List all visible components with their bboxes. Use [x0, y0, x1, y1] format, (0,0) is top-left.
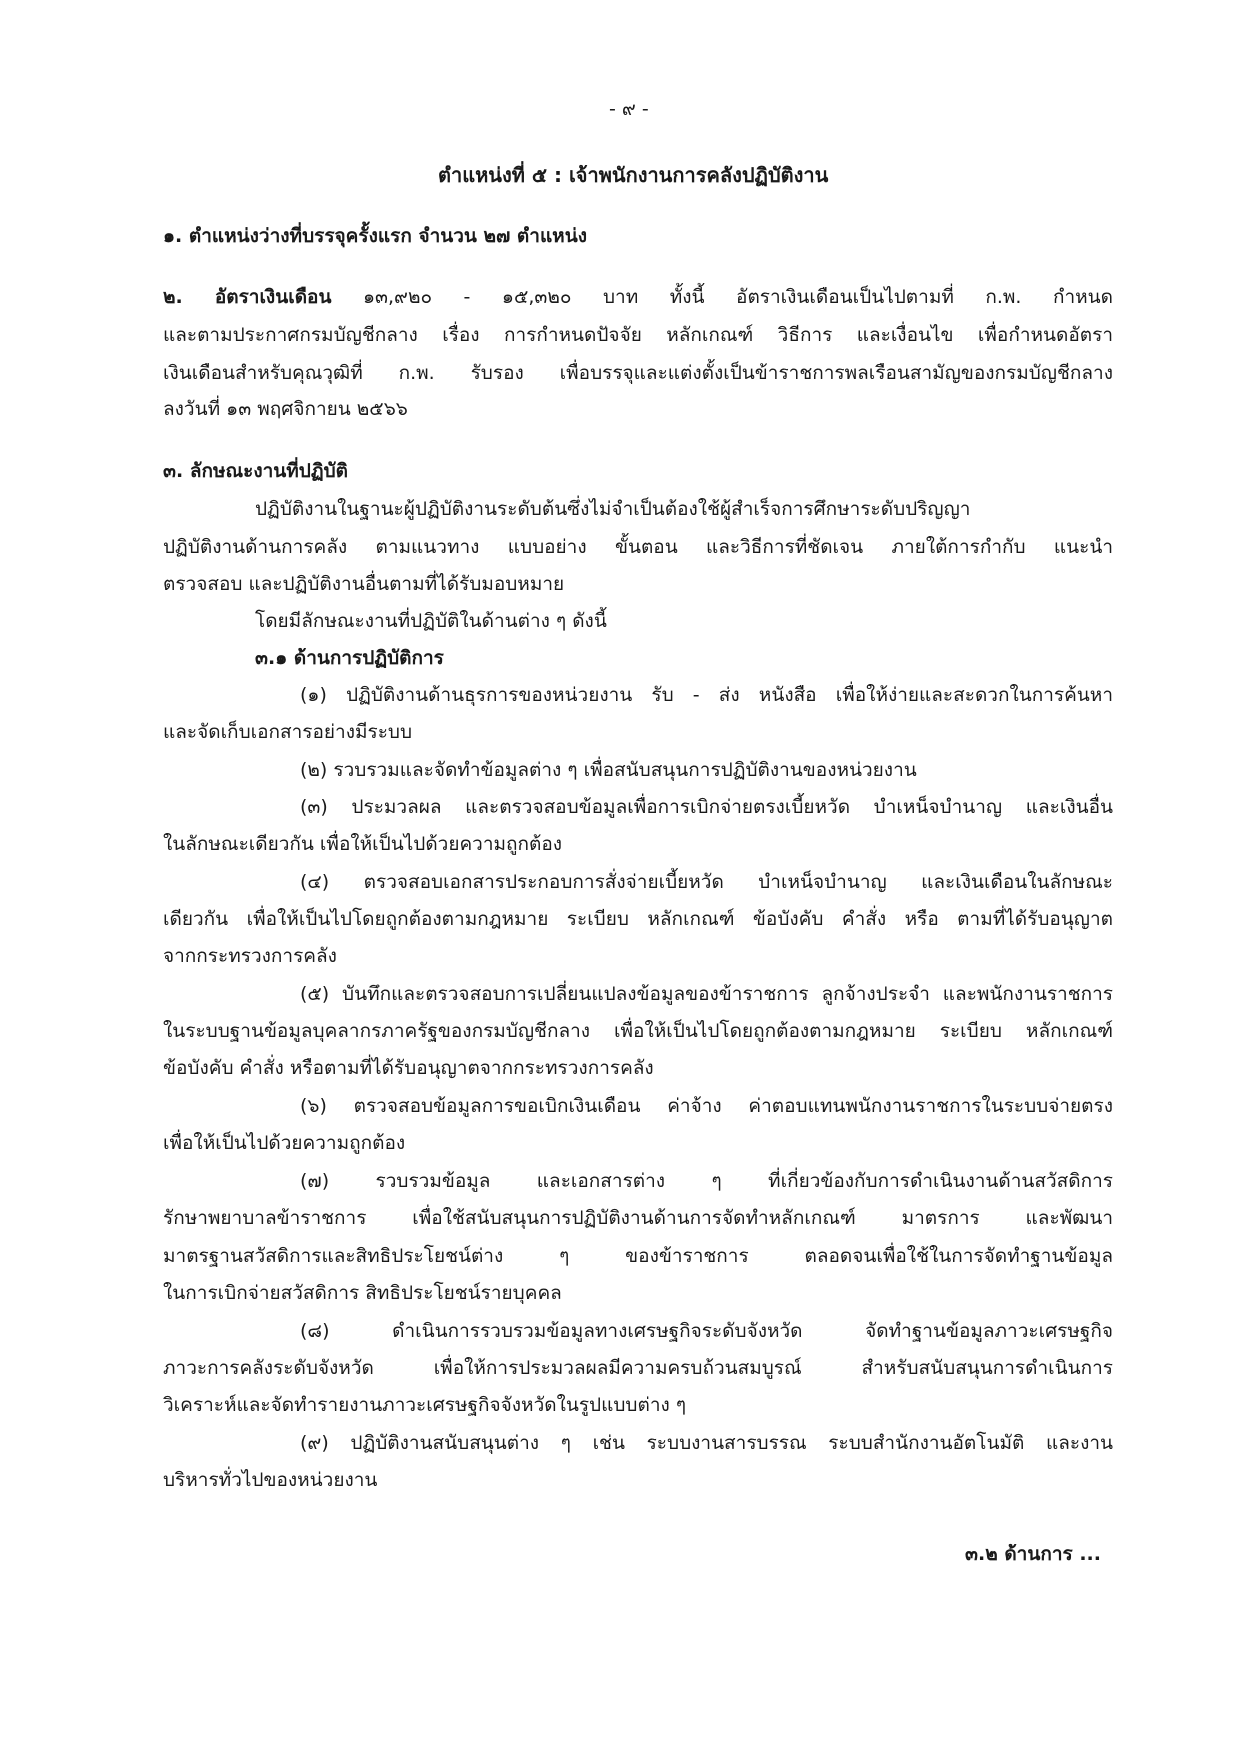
item-8-line-2: ภาวะการคลังระดับจังหวัด เพื่อให้การประมวลผลมีความครบถ้วนสมบูรณ์ สำหรับสนับสนุนการดำเนินการ: [163, 1357, 1113, 1379]
item-1-line-2: และจัดเก็บเอกสารอย่างมีระบบ: [163, 721, 413, 743]
item-5-line-1: (๕) บันทึกและตรวจสอบการเปลี่ยนแปลงข้อมูลของข้าราชการ ลูกจ้างประจำ และพนักงานราชการ: [300, 983, 1113, 1005]
section-3-intro-line-3: ตรวจสอบ และปฏิบัติงานอื่นตามที่ได้รับมอบหมาย: [163, 573, 565, 595]
item-3-line-2: ในลักษณะเดียวกัน เพื่อให้เป็นไปด้วยความถูกต้อง: [163, 833, 563, 855]
item-7-line-2: รักษาพยาบาลข้าราชการ เพื่อใช้สนับสนุนการปฏิบัติงานด้านการจัดทำหลักเกณฑ์ มาตรการ และพัฒนา: [163, 1207, 1113, 1229]
item-7-line-1: (๗) รวบรวมข้อมูล และเอกสารต่าง ๆ ที่เกี่ยวข้องกับการดำเนินงานด้านสวัสดิการ: [300, 1170, 1113, 1192]
item-2-line-1: (๒) รวบรวมและจัดทำข้อมูลต่าง ๆ เพื่อสนับสนุนการปฏิบัติงานของหน่วยงาน: [300, 759, 917, 781]
item-1-line-1: (๑) ปฏิบัติงานด้านธุรการของหน่วยงาน รับ - ส่ง หนังสือ เพื่อให้ง่ายและสะดวกในการค้นหา: [300, 684, 1113, 706]
item-8-line-3: วิเคราะห์และจัดทำรายงานภาวะเศรษฐกิจจังหวัดในรูปแบบต่าง ๆ: [163, 1394, 687, 1416]
section-3-intro-line-1: ปฏิบัติงานในฐานะผู้ปฏิบัติงานระดับต้นซึ่งไม่จำเป็นต้องใช้ผู้สำเร็จการศึกษาระดับปริญญา: [255, 498, 971, 520]
item-7-line-4: ในการเบิกจ่ายสวัสดิการ สิทธิประโยชน์รายบุคคล: [163, 1282, 562, 1304]
section-2-line-4: ลงวันที่ ๑๓ พฤศจิกายน ๒๕๖๖: [163, 398, 408, 420]
item-4-line-2: เดียวกัน เพื่อให้เป็นไปโดยถูกต้องตามกฎหมาย ระเบียบ หลักเกณฑ์ ข้อบังคับ คำสั่ง หรือ ตามที่ได้รับอนุญาต: [163, 908, 1113, 930]
section-2-heading: ๒. อัตราเงินเดือน: [163, 286, 332, 308]
section-3-1-heading: ๓.๑ ด้านการปฏิบัติการ: [255, 647, 444, 669]
item-3-line-1: (๓) ประมวลผล และตรวจสอบข้อมูลเพื่อการเบิกจ่ายตรงเบี้ยหวัด บำเหน็จบำนาญ และเงินอื่น: [300, 796, 1113, 818]
section-3-intro-line-4: โดยมีลักษณะงานที่ปฏิบัติในด้านต่าง ๆ ดังนี้: [255, 610, 607, 632]
position-title: ตำแหน่งที่ ๕ : เจ้าพนักงานการคลังปฏิบัติงาน: [438, 163, 829, 187]
continuation-marker: ๓.๒ ด้านการ ...: [965, 1543, 1101, 1565]
item-8-line-1: (๘) ดำเนินการรวบรวมข้อมูลทางเศรษฐกิจระดับจังหวัด จัดทำฐานข้อมูลภาวะเศรษฐกิจ: [300, 1320, 1113, 1342]
section-2-line-2: และตามประกาศกรมบัญชีกลาง เรื่อง การกำหนดปัจจัย หลักเกณฑ์ วิธีการ และเงื่อนไข เพื่อกำหนดอัตรา: [163, 324, 1113, 346]
item-9-line-1: (๙) ปฏิบัติงานสนับสนุนต่าง ๆ เช่น ระบบงานสารบรรณ ระบบสำนักงานอัตโนมัติ และงาน: [300, 1432, 1113, 1454]
item-4-line-3: จากกระทรวงการคลัง: [163, 945, 337, 967]
section-1-heading: ๑. ตำแหน่งว่างที่บรรจุครั้งแรก จำนวน ๒๗ ตำแหน่ง: [163, 225, 587, 247]
section-2-line-1: [163, 288, 1113, 307]
page-number: - ๙ -: [609, 98, 649, 120]
item-6-line-1: (๖) ตรวจสอบข้อมูลการขอเบิกเงินเดือน ค่าจ้าง ค่าตอบแทนพนักงานราชการในระบบจ่ายตรง: [300, 1095, 1113, 1117]
item-9-line-2: บริหารทั่วไปของหน่วยงาน: [163, 1469, 378, 1491]
item-4-line-1: (๔) ตรวจสอบเอกสารประกอบการสั่งจ่ายเบี้ยหวัด บำเหน็จบำนาญ และเงินเดือนในลักษณะ: [300, 871, 1113, 893]
item-6-line-2: เพื่อให้เป็นไปด้วยความถูกต้อง: [163, 1132, 406, 1154]
item-5-line-2: ในระบบฐานข้อมูลบุคลากรภาครัฐของกรมบัญชีกลาง เพื่อให้เป็นไปโดยถูกต้องตามกฎหมาย ระเบียบ หลักเกณฑ์: [163, 1020, 1113, 1042]
section-3-intro-line-2: ปฏิบัติงานด้านการคลัง ตามแนวทาง แบบอย่าง ขั้นตอน และวิธีการที่ชัดเจน ภายใต้การกำกับ แนะนำ: [163, 536, 1113, 558]
item-5-line-3: ข้อบังคับ คำสั่ง หรือตามที่ได้รับอนุญาตจากกระทรวงการคลัง: [163, 1057, 654, 1079]
item-7-line-3: มาตรฐานสวัสดิการและสิทธิประโยชน์ต่าง ๆ ของข้าราชการ ตลอดจนเพื่อใช้ในการจัดทำฐานข้อมูล: [163, 1245, 1113, 1267]
section-3-heading: ๓. ลักษณะงานที่ปฏิบัติ: [163, 460, 348, 482]
section-2-salary-text: ๑๓,๙๒๐ - ๑๕,๓๒๐ บาท ทั้งนี้ อัตราเงินเดือนเป็นไปตามที่ ก.พ. กำหนด: [362, 286, 1113, 308]
section-2-line-3: เงินเดือนสำหรับคุณวุฒิที่ ก.พ. รับรอง เพื่อบรรจุและแต่งตั้งเป็นข้าราชการพลเรือนสามัญของกรมบัญชีกลาง: [163, 362, 1113, 384]
